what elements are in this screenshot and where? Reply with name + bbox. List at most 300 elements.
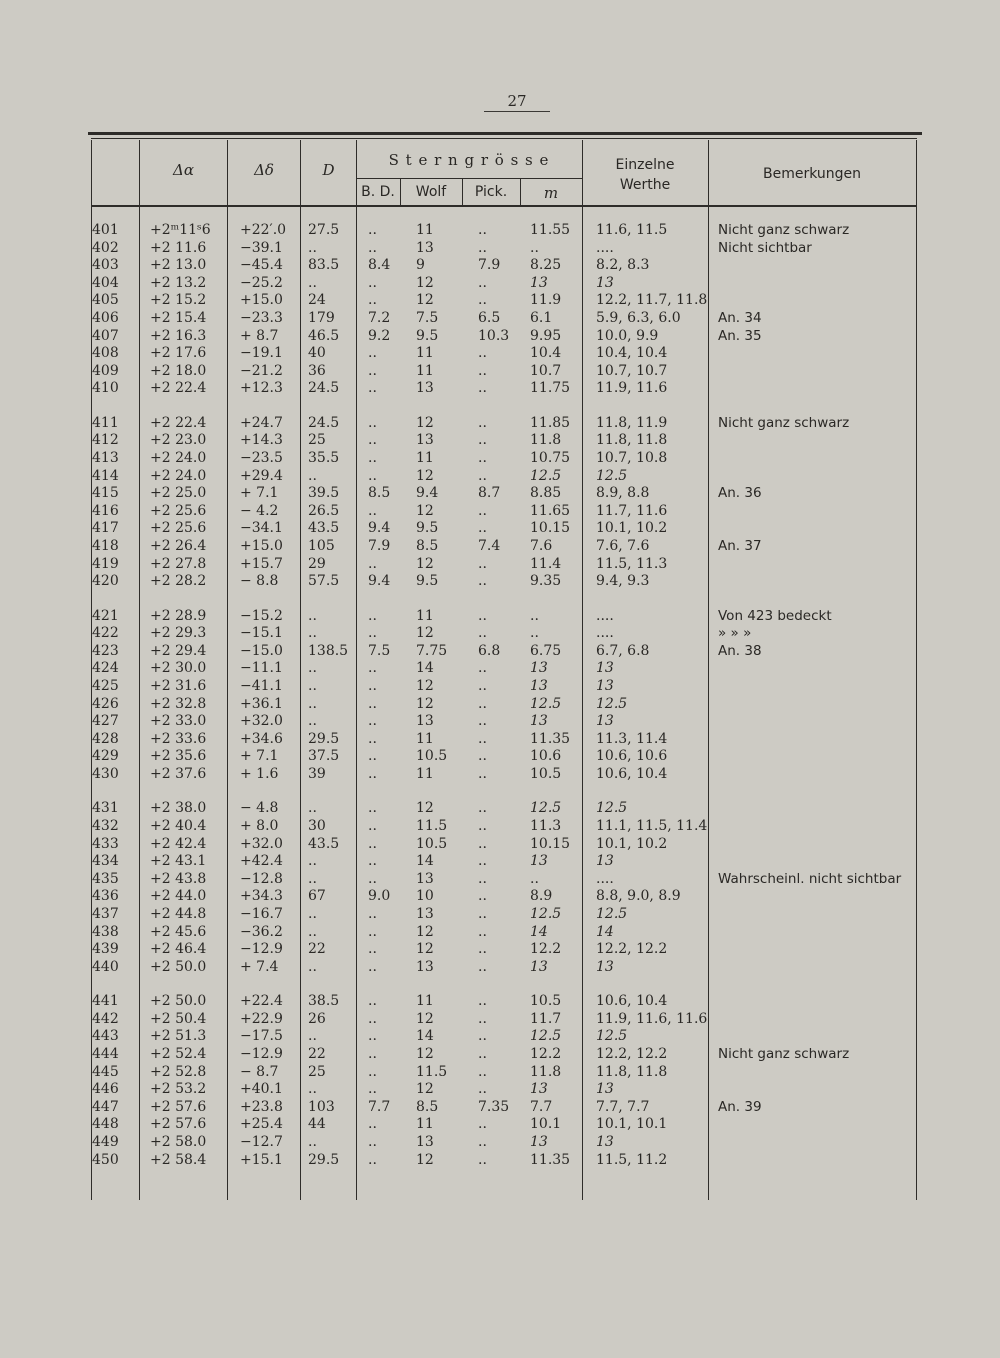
pick-magnitude-cell: 7.4 <box>478 538 501 554</box>
mean-magnitude-cell: 10.15 <box>530 835 571 852</box>
table-row <box>0 380 1000 398</box>
mean-magnitude-cell: 10.15 <box>530 520 571 537</box>
bd-magnitude-cell: .. <box>368 870 377 887</box>
mean-magnitude-cell: 11.55 <box>530 222 571 238</box>
delta-delta-cell: − 4.8 <box>240 800 279 817</box>
table-row <box>0 941 1000 959</box>
bd-magnitude-cell: .. <box>368 660 377 677</box>
single-values-cell: 11.7, 11.6 <box>596 502 668 519</box>
pick-magnitude-cell: .. <box>478 818 487 834</box>
single-values-cell: .... <box>596 607 614 624</box>
delta-delta-cell: +14.3 <box>240 432 283 449</box>
table-row <box>0 766 1000 784</box>
delta-alpha-cell: +2 58.0 <box>150 1134 207 1150</box>
single-values-cell: 10.1, 10.2 <box>596 520 668 537</box>
pick-magnitude-cell: 7.9 <box>478 257 501 274</box>
page-number: 27 <box>484 92 550 112</box>
bd-magnitude-cell: .. <box>368 766 377 782</box>
remark-cell: Von 423 bedeckt <box>718 607 832 624</box>
single-values-cell: 11.5, 11.3 <box>596 555 668 572</box>
diameter-cell: 29 <box>308 555 326 572</box>
single-values-cell: 12.2, 11.7, 11.8 <box>596 292 708 309</box>
delta-alpha-cell: +2 24.0 <box>150 467 207 484</box>
delta-delta-cell: +12.3 <box>240 380 283 397</box>
row-number-cell: 422 <box>92 625 119 642</box>
bd-magnitude-cell: .. <box>368 835 377 852</box>
row-number-cell: 424 <box>92 660 119 677</box>
mean-magnitude-cell: 9.95 <box>530 327 562 344</box>
table-row <box>0 468 1000 486</box>
pick-magnitude-cell: 6.5 <box>478 310 501 326</box>
wolf-magnitude-cell: 12 <box>416 555 434 572</box>
table-row <box>0 520 1000 538</box>
row-number-cell: 412 <box>92 432 119 449</box>
pick-magnitude-cell: .. <box>478 888 487 905</box>
delta-alpha-cell: +2 26.4 <box>150 538 207 554</box>
diameter-cell: 26.5 <box>308 502 340 519</box>
diameter-cell: .. <box>308 274 317 291</box>
delta-delta-cell: +32.0 <box>240 835 283 852</box>
wolf-magnitude-cell: 9.5 <box>416 573 439 590</box>
row-number-cell: 418 <box>92 538 119 554</box>
delta-alpha-cell: +2 11.6 <box>150 239 207 256</box>
pick-magnitude-cell: .. <box>478 1134 487 1150</box>
delta-delta-cell: +34.3 <box>240 888 283 905</box>
single-values-cell: 8.8, 9.0, 8.9 <box>596 888 681 905</box>
delta-alpha-cell: +2 31.6 <box>150 678 207 694</box>
delta-alpha-cell: +2 25.6 <box>150 502 207 519</box>
single-values-cell: 14 <box>596 923 614 940</box>
remark-cell: An. 39 <box>718 1098 762 1115</box>
single-values-cell: 8.2, 8.3 <box>596 257 650 274</box>
bd-magnitude-cell: .. <box>368 555 377 572</box>
diameter-cell: .. <box>308 853 317 870</box>
pick-magnitude-cell: .. <box>478 573 487 590</box>
bd-magnitude-cell: 9.4 <box>368 520 391 537</box>
diameter-cell: 40 <box>308 345 326 362</box>
row-number-cell: 431 <box>92 800 119 817</box>
single-values-cell: 13 <box>596 1081 614 1098</box>
wolf-magnitude-cell: 12 <box>416 678 434 694</box>
mean-magnitude-cell: 13 <box>530 1134 548 1150</box>
remark-cell: Nicht sichtbar <box>718 239 812 256</box>
table-row <box>0 1046 1000 1064</box>
mean-magnitude-cell: 10.6 <box>530 748 562 765</box>
mean-magnitude-cell: 13 <box>530 678 548 694</box>
wolf-magnitude-cell: 12 <box>416 1151 434 1168</box>
table-row <box>0 1028 1000 1046</box>
row-number-cell: 408 <box>92 345 119 362</box>
diameter-cell: .. <box>308 923 317 940</box>
delta-alpha-cell: +2 57.6 <box>150 1116 207 1133</box>
diameter-cell: 38.5 <box>308 993 340 1010</box>
row-number-cell: 417 <box>92 520 119 537</box>
diameter-cell: 39 <box>308 766 326 782</box>
table-row <box>0 959 1000 977</box>
diameter-cell: 83.5 <box>308 257 340 274</box>
pick-magnitude-cell: .. <box>478 695 487 712</box>
bd-magnitude-cell: .. <box>368 923 377 940</box>
pick-magnitude-cell: 7.35 <box>478 1098 510 1115</box>
pick-magnitude-cell: .. <box>478 941 487 958</box>
mean-magnitude-cell: 11.9 <box>530 292 562 309</box>
single-values-cell: .... <box>596 239 614 256</box>
wolf-magnitude-cell: 8.5 <box>416 538 439 554</box>
table-row <box>0 556 1000 574</box>
table-row <box>0 1134 1000 1152</box>
delta-delta-cell: − 4.2 <box>240 502 279 519</box>
mean-magnitude-cell: 11.7 <box>530 1010 562 1027</box>
table-row <box>0 678 1000 696</box>
delta-alpha-cell: +2 15.4 <box>150 310 207 326</box>
diameter-cell: 43.5 <box>308 520 340 537</box>
row-number-cell: 447 <box>92 1098 119 1115</box>
header-wolf: Wolf <box>415 184 447 200</box>
remark-cell: An. 37 <box>718 538 762 554</box>
bd-magnitude-cell: .. <box>368 362 377 379</box>
pick-magnitude-cell: .. <box>478 450 487 466</box>
wolf-magnitude-cell: 12 <box>416 274 434 291</box>
table-row <box>0 573 1000 591</box>
remark-cell: Wahrscheinl. nicht sichtbar <box>718 870 902 887</box>
table-row <box>0 888 1000 906</box>
diameter-cell: 24.5 <box>308 414 340 431</box>
delta-alpha-cell: +2 37.6 <box>150 766 207 782</box>
diameter-cell: 179 <box>308 310 335 326</box>
mean-magnitude-cell: 12.2 <box>530 1046 562 1062</box>
single-values-cell: 11.8, 11.9 <box>596 414 668 431</box>
pick-magnitude-cell: .. <box>478 555 487 572</box>
mean-magnitude-cell: 13 <box>530 713 548 730</box>
delta-alpha-cell: +2 28.2 <box>150 573 207 590</box>
delta-alpha-cell: +2 50.0 <box>150 958 207 975</box>
single-values-cell: 12.2, 12.2 <box>596 1046 668 1062</box>
header-delta-delta: Δδ <box>254 161 274 179</box>
pick-magnitude-cell: .. <box>478 958 487 975</box>
table-row <box>0 696 1000 714</box>
single-values-cell: 13 <box>596 853 614 870</box>
delta-alpha-cell: +2 24.0 <box>150 450 207 466</box>
mean-magnitude-cell: 13 <box>530 853 548 870</box>
diameter-cell: 46.5 <box>308 327 340 344</box>
delta-alpha-cell: +2ᵐ11ˢ6 <box>150 222 211 238</box>
single-values-cell: 8.9, 8.8 <box>596 485 650 502</box>
delta-delta-cell: −15.2 <box>240 607 283 624</box>
diameter-cell: 103 <box>308 1098 335 1115</box>
table-row <box>0 660 1000 678</box>
pick-magnitude-cell: .. <box>478 713 487 730</box>
wolf-magnitude-cell: 12 <box>416 414 434 431</box>
mean-magnitude-cell: 6.1 <box>530 310 553 326</box>
pick-magnitude-cell: .. <box>478 853 487 870</box>
mean-magnitude-cell: 11.75 <box>530 380 571 397</box>
delta-delta-cell: −12.9 <box>240 1046 283 1062</box>
wolf-magnitude-cell: 12 <box>416 467 434 484</box>
bd-magnitude-cell: .. <box>368 1028 377 1045</box>
mean-magnitude-cell: 13 <box>530 660 548 677</box>
header-werthe: Werthe <box>619 177 671 193</box>
wolf-magnitude-cell: 11 <box>416 362 434 379</box>
row-number-cell: 434 <box>92 853 119 870</box>
pick-magnitude-cell: .. <box>478 274 487 291</box>
pick-magnitude-cell: .. <box>478 292 487 309</box>
diameter-cell: .. <box>308 1134 317 1150</box>
delta-alpha-cell: +2 27.8 <box>150 555 207 572</box>
wolf-magnitude-cell: 12 <box>416 695 434 712</box>
delta-delta-cell: −45.4 <box>240 257 283 274</box>
bd-magnitude-cell: 7.5 <box>368 642 391 659</box>
delta-delta-cell: +15.0 <box>240 292 283 309</box>
wolf-magnitude-cell: 12 <box>416 1010 434 1027</box>
wolf-magnitude-cell: 14 <box>416 853 434 870</box>
header-bemerkungen: Bemerkungen <box>762 166 862 182</box>
row-number-cell: 401 <box>92 222 119 238</box>
pick-magnitude-cell: .. <box>478 678 487 694</box>
delta-delta-cell: +15.0 <box>240 538 283 554</box>
delta-alpha-cell: +2 16.3 <box>150 327 207 344</box>
table-row <box>0 1081 1000 1099</box>
pick-magnitude-cell: .. <box>478 380 487 397</box>
row-number-cell: 441 <box>92 993 119 1010</box>
delta-alpha-cell: +2 15.2 <box>150 292 207 309</box>
bd-magnitude-cell: .. <box>368 713 377 730</box>
delta-delta-cell: − 8.8 <box>240 573 279 590</box>
wolf-magnitude-cell: 10 <box>416 888 434 905</box>
pick-magnitude-cell: .. <box>478 1010 487 1027</box>
pick-magnitude-cell: .. <box>478 1116 487 1133</box>
bd-magnitude-cell: .. <box>368 818 377 834</box>
bd-magnitude-cell: .. <box>368 239 377 256</box>
single-values-cell: 13 <box>596 660 614 677</box>
wolf-magnitude-cell: 11.5 <box>416 1063 448 1080</box>
table-row <box>0 222 1000 240</box>
header-subdivider <box>356 178 582 179</box>
header-sterngroesse: S t e r n g r ö s s e <box>388 151 550 169</box>
remark-cell: An. 34 <box>718 310 762 326</box>
diameter-cell: 29.5 <box>308 730 340 747</box>
table-row <box>0 748 1000 766</box>
mean-magnitude-cell: 10.5 <box>530 993 562 1010</box>
row-number-cell: 438 <box>92 923 119 940</box>
mean-magnitude-cell: 11.85 <box>530 414 571 431</box>
table-row <box>0 1064 1000 1082</box>
diameter-cell: .. <box>308 906 317 922</box>
delta-alpha-cell: +2 32.8 <box>150 695 207 712</box>
diameter-cell: .. <box>308 1028 317 1045</box>
bd-magnitude-cell: .. <box>368 1081 377 1098</box>
row-number-cell: 404 <box>92 274 119 291</box>
bd-magnitude-cell: .. <box>368 993 377 1010</box>
bd-magnitude-cell: 9.4 <box>368 573 391 590</box>
pick-magnitude-cell: .. <box>478 414 487 431</box>
delta-alpha-cell: +2 38.0 <box>150 800 207 817</box>
header-einzelne: Einzelne <box>615 157 675 173</box>
delta-alpha-cell: +2 17.6 <box>150 345 207 362</box>
table-row <box>0 993 1000 1011</box>
bd-magnitude-cell: .. <box>368 941 377 958</box>
delta-delta-cell: − 8.7 <box>240 1063 279 1080</box>
diameter-cell: .. <box>308 467 317 484</box>
pick-magnitude-cell: .. <box>478 1063 487 1080</box>
wolf-magnitude-cell: 12 <box>416 941 434 958</box>
delta-delta-cell: −12.9 <box>240 941 283 958</box>
single-values-cell: 11.8, 11.8 <box>596 1063 668 1080</box>
delta-delta-cell: +40.1 <box>240 1081 283 1098</box>
bd-magnitude-cell: .. <box>368 1116 377 1133</box>
pick-magnitude-cell: .. <box>478 660 487 677</box>
wolf-magnitude-cell: 11 <box>416 345 434 362</box>
wolf-magnitude-cell: 14 <box>416 1028 434 1045</box>
mean-magnitude-cell: 8.25 <box>530 257 562 274</box>
remark-cell: Nicht ganz schwarz <box>718 1046 850 1062</box>
mean-magnitude-cell: 13 <box>530 274 548 291</box>
pick-magnitude-cell: .. <box>478 625 487 642</box>
bd-magnitude-cell: .. <box>368 695 377 712</box>
delta-delta-cell: +15.1 <box>240 1151 283 1168</box>
single-values-cell: 12.5 <box>596 800 628 817</box>
bd-magnitude-cell: .. <box>368 432 377 449</box>
single-values-cell: 10.6, 10.4 <box>596 993 668 1010</box>
single-values-cell: 11.9, 11.6 <box>596 380 668 397</box>
row-number-cell: 440 <box>92 958 119 975</box>
header-bd: B. D. <box>361 184 395 200</box>
diameter-cell: 26 <box>308 1010 326 1027</box>
single-values-cell: .... <box>596 625 614 642</box>
bd-magnitude-cell: .. <box>368 380 377 397</box>
row-number-cell: 439 <box>92 941 119 958</box>
bd-magnitude-cell: .. <box>368 1134 377 1150</box>
mean-magnitude-cell: .. <box>530 607 539 624</box>
table-row <box>0 836 1000 854</box>
single-values-cell: 11.3, 11.4 <box>596 730 668 747</box>
delta-delta-cell: −39.1 <box>240 239 283 256</box>
mean-magnitude-cell: 9.35 <box>530 573 562 590</box>
single-values-cell: 12.5 <box>596 467 628 484</box>
delta-alpha-cell: +2 42.4 <box>150 835 207 852</box>
wolf-magnitude-cell: 11 <box>416 993 434 1010</box>
wolf-magnitude-cell: 13 <box>416 380 434 397</box>
diameter-cell: 30 <box>308 818 326 834</box>
row-number-cell: 442 <box>92 1010 119 1027</box>
bd-magnitude-cell: 8.4 <box>368 257 391 274</box>
delta-delta-cell: −12.7 <box>240 1134 283 1150</box>
single-values-cell: 13 <box>596 1134 614 1150</box>
delta-alpha-cell: +2 13.2 <box>150 274 207 291</box>
delta-alpha-cell: +2 33.0 <box>150 713 207 730</box>
wolf-magnitude-cell: 13 <box>416 713 434 730</box>
single-values-cell: 10.6, 10.4 <box>596 766 668 782</box>
pick-magnitude-cell: .. <box>478 1151 487 1168</box>
delta-delta-cell: +15.7 <box>240 555 283 572</box>
delta-delta-cell: +23.8 <box>240 1098 283 1115</box>
delta-delta-cell: −12.8 <box>240 870 283 887</box>
table-row <box>0 345 1000 363</box>
row-number-cell: 446 <box>92 1081 119 1098</box>
row-number-cell: 415 <box>92 485 119 502</box>
delta-delta-cell: + 1.6 <box>240 766 279 782</box>
table-row <box>0 608 1000 626</box>
pick-magnitude-cell: .. <box>478 748 487 765</box>
row-number-cell: 432 <box>92 818 119 834</box>
pick-magnitude-cell: .. <box>478 467 487 484</box>
wolf-magnitude-cell: 11 <box>416 730 434 747</box>
mean-magnitude-cell: 13 <box>530 1081 548 1098</box>
single-values-cell: 11.8, 11.8 <box>596 432 668 449</box>
table-row <box>0 275 1000 293</box>
row-number-cell: 437 <box>92 906 119 922</box>
table-row <box>0 485 1000 503</box>
delta-alpha-cell: +2 52.8 <box>150 1063 207 1080</box>
row-number-cell: 406 <box>92 310 119 326</box>
wolf-magnitude-cell: 13 <box>416 906 434 922</box>
pick-magnitude-cell: .. <box>478 1081 487 1098</box>
bd-magnitude-cell: .. <box>368 414 377 431</box>
wolf-magnitude-cell: 12 <box>416 1081 434 1098</box>
diameter-cell: .. <box>308 1081 317 1098</box>
row-number-cell: 409 <box>92 362 119 379</box>
table-row <box>0 240 1000 258</box>
bd-magnitude-cell: .. <box>368 1046 377 1062</box>
pick-magnitude-cell: .. <box>478 835 487 852</box>
diameter-cell: .. <box>308 870 317 887</box>
mean-magnitude-cell: 11.8 <box>530 1063 562 1080</box>
single-values-cell: 7.6, 7.6 <box>596 538 650 554</box>
pick-magnitude-cell: .. <box>478 906 487 922</box>
wolf-magnitude-cell: 9.5 <box>416 520 439 537</box>
diameter-cell: 29.5 <box>308 1151 340 1168</box>
diameter-cell: 44 <box>308 1116 326 1133</box>
delta-delta-cell: +36.1 <box>240 695 283 712</box>
diameter-cell: 24.5 <box>308 380 340 397</box>
bd-magnitude-cell: 7.2 <box>368 310 391 326</box>
diameter-cell: 22 <box>308 1046 326 1062</box>
delta-alpha-cell: +2 43.1 <box>150 853 207 870</box>
pick-magnitude-cell: .. <box>478 766 487 782</box>
header-bottom-rule <box>91 205 917 207</box>
delta-alpha-cell: +2 58.4 <box>150 1151 207 1168</box>
wolf-magnitude-cell: 11 <box>416 607 434 624</box>
pick-magnitude-cell: .. <box>478 502 487 519</box>
mean-magnitude-cell: 11.35 <box>530 1151 571 1168</box>
row-number-cell: 450 <box>92 1151 119 1168</box>
delta-delta-cell: +29.4 <box>240 467 283 484</box>
row-number-cell: 405 <box>92 292 119 309</box>
pick-magnitude-cell: .. <box>478 800 487 817</box>
delta-alpha-cell: +2 50.4 <box>150 1010 207 1027</box>
delta-delta-cell: −21.2 <box>240 362 283 379</box>
wolf-magnitude-cell: 13 <box>416 870 434 887</box>
single-values-cell: 10.0, 9.9 <box>596 327 659 344</box>
mean-magnitude-cell: 11.65 <box>530 502 571 519</box>
pick-magnitude-cell: .. <box>478 362 487 379</box>
table-row <box>0 538 1000 556</box>
wolf-magnitude-cell: 11 <box>416 450 434 466</box>
table-row <box>0 643 1000 661</box>
diameter-cell: .. <box>308 678 317 694</box>
bd-magnitude-cell: .. <box>368 222 377 238</box>
delta-delta-cell: +22.9 <box>240 1010 283 1027</box>
pick-magnitude-cell: .. <box>478 432 487 449</box>
delta-delta-cell: −16.7 <box>240 906 283 922</box>
mean-magnitude-cell: 11.3 <box>530 818 562 834</box>
table-row <box>0 1152 1000 1170</box>
bd-magnitude-cell: .. <box>368 625 377 642</box>
diameter-cell: 67 <box>308 888 326 905</box>
bd-magnitude-cell: .. <box>368 748 377 765</box>
row-number-cell: 427 <box>92 713 119 730</box>
diameter-cell: 35.5 <box>308 450 340 466</box>
diameter-cell: .. <box>308 625 317 642</box>
